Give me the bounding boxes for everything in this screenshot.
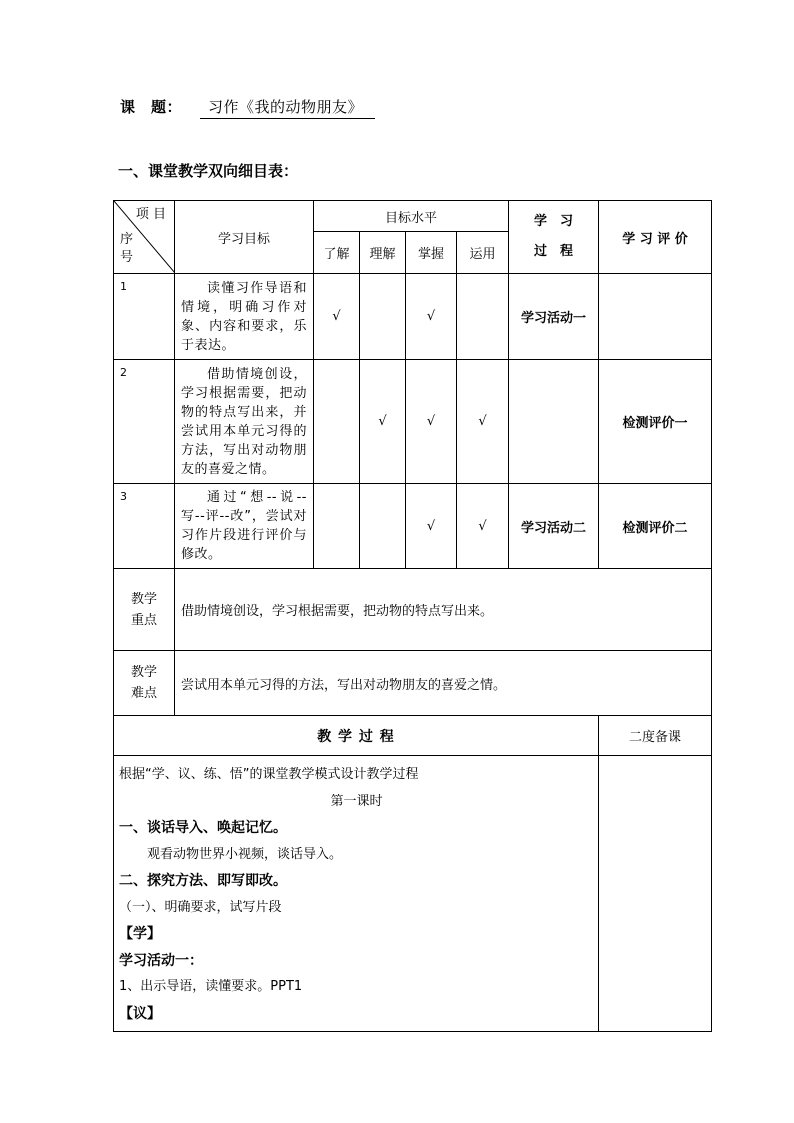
row-eval: 检测评价二 xyxy=(599,484,712,569)
row-goal: 读懂习作导语和情境，明确习作对象、内容和要求，乐于表达。 xyxy=(175,274,314,360)
lesson-title xyxy=(120,96,375,119)
difficult-point-row xyxy=(114,651,712,716)
process-header-row xyxy=(114,716,712,756)
level-understand-basic: 了解 xyxy=(314,232,360,274)
corner-top-label: 项 目 xyxy=(135,207,166,222)
check-mark: √ xyxy=(457,360,509,484)
activity-label: 学习活动一： xyxy=(119,952,203,969)
key-point-row xyxy=(114,569,712,651)
table-row xyxy=(114,274,712,360)
step-heading: 二、探究方法、即写即改。 xyxy=(119,873,287,889)
phase-label: 【学】 xyxy=(119,926,161,942)
corner-cell xyxy=(114,201,175,274)
table-row xyxy=(114,360,712,484)
check-mark: √ xyxy=(406,484,457,569)
row-number: 1 xyxy=(114,274,175,360)
key-point-label: 教学 重点 xyxy=(114,569,175,651)
row-number: 2 xyxy=(114,360,175,484)
row-goal: 借助情境创设，学习根据需要，把动物的特点写出来，并尝试用本单元习得的方法，写出对动物朋友的喜爱之情。 xyxy=(175,360,314,484)
check-mark: √ xyxy=(406,360,457,484)
section-heading: 一、课堂教学双向细目表： xyxy=(118,162,299,180)
header-process: 学 习 过 程 xyxy=(509,201,599,274)
sub-step: （一）、明确要求，试写片段 xyxy=(119,899,282,915)
row-goal: 通过“想--说--写--评--改”，尝试对习作片段进行评价与修改。 xyxy=(175,484,314,569)
process-content-row xyxy=(114,756,712,1032)
lesson-period: 第一课时 xyxy=(330,793,383,809)
check-mark: √ xyxy=(457,484,509,569)
difficult-point-text: 尝试用本单元习得的方法，写出对动物朋友的喜爱之情。 xyxy=(175,651,712,716)
corner-bottom-label: 序 号 xyxy=(120,232,134,265)
difficult-point-label: 教学 难点 xyxy=(114,651,175,716)
level-master: 掌握 xyxy=(406,232,457,274)
check-mark: √ xyxy=(360,360,406,484)
check-mark: √ xyxy=(314,274,360,360)
level-comprehend: 理解 xyxy=(360,232,406,274)
table-row xyxy=(114,484,712,569)
process-header: 教 学 过 程 xyxy=(114,716,599,756)
row-eval xyxy=(599,274,712,360)
second-prep-header: 二度备课 xyxy=(599,716,712,756)
subject-value: 习作《我的动物朋友》 xyxy=(200,96,375,119)
row-process xyxy=(509,360,599,484)
header-goal: 学习目标 xyxy=(175,201,314,274)
step-heading: 一、谈话导入、唤起记忆。 xyxy=(119,820,287,836)
check-mark: √ xyxy=(406,274,457,360)
header-level: 目标水平 xyxy=(314,201,509,232)
process-content xyxy=(114,756,599,1032)
row-eval: 检测评价一 xyxy=(599,360,712,484)
second-prep-content xyxy=(599,756,712,1032)
phase-label: 【议】 xyxy=(119,1005,161,1022)
step-text: 观看动物世界小视频，谈话导入。 xyxy=(147,846,343,862)
row-number: 3 xyxy=(114,484,175,569)
row-process: 学习活动二 xyxy=(509,484,599,569)
lesson-table xyxy=(113,200,712,1032)
process-intro: 根据“学、议、练、悟”的课堂教学模式设计教学过程 xyxy=(119,767,419,782)
activity-item: 1、出示导语，读懂要求。PPT1 xyxy=(119,979,303,994)
key-point-text: 借助情境创设，学习根据需要，把动物的特点写出来。 xyxy=(175,569,712,651)
row-process: 学习活动一 xyxy=(509,274,599,360)
level-apply: 运用 xyxy=(457,232,509,274)
subject-label: 课 题： xyxy=(120,98,183,116)
header-eval: 学 习 评 价 xyxy=(599,201,712,274)
